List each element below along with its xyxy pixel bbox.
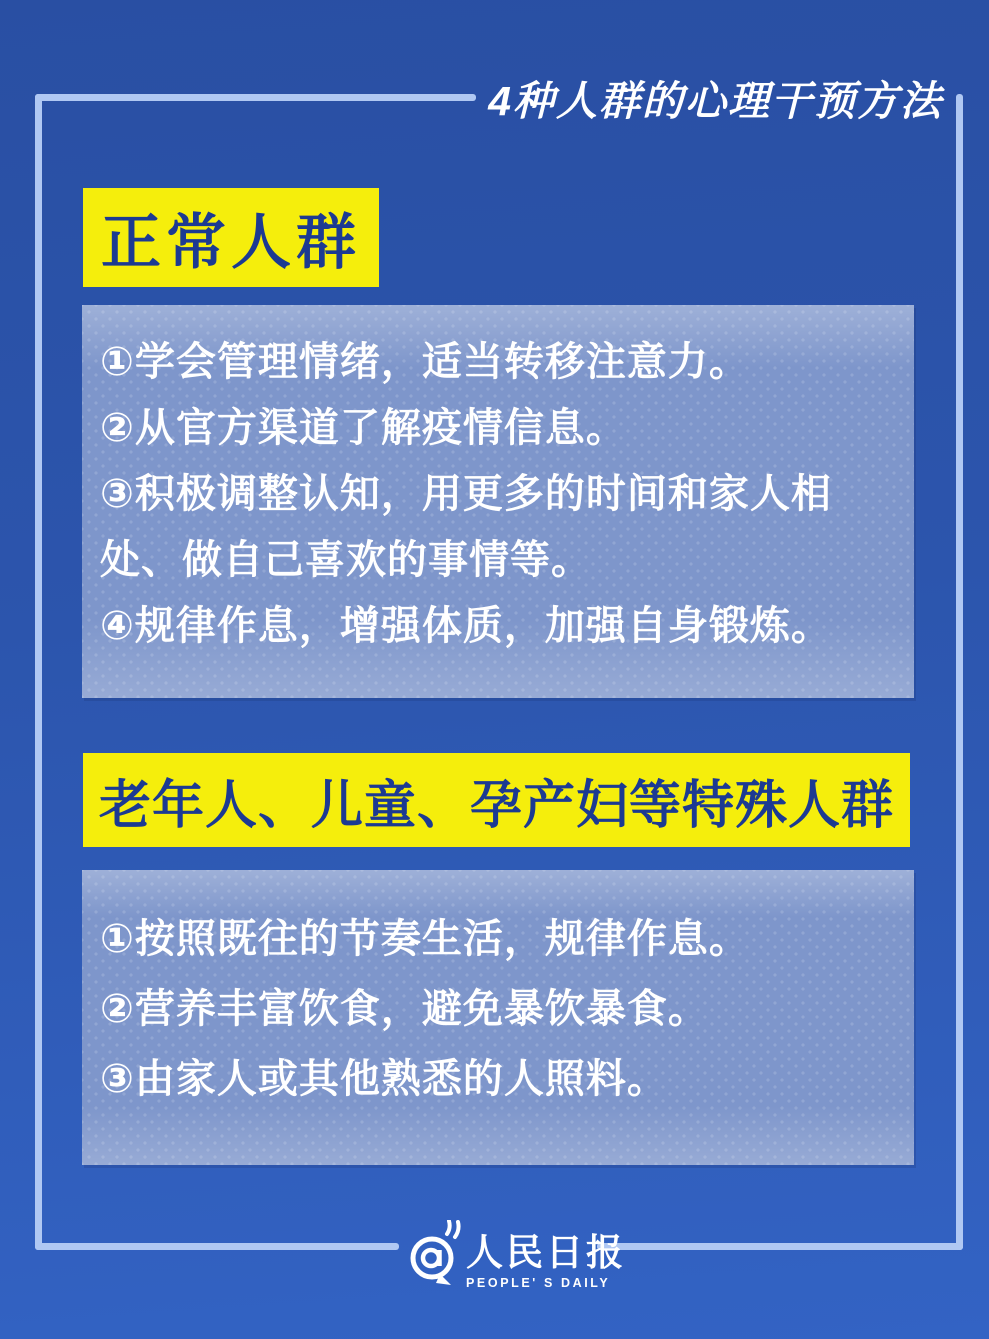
frame-top-border [35,94,476,101]
frame-right-border [956,94,963,1250]
logo-english-name: PEOPLE' S DAILY [466,1276,611,1290]
section-panel-special-groups [82,870,914,1165]
peoples-daily-logo [409,1216,626,1290]
list-item: ①按照既往的节奏生活，规律作息。 [100,917,750,961]
list-item: ④规律作息，增强体质，加强自身锻炼。 [100,604,832,648]
list-item: ②营养丰富饮食，避免暴饮暴食。 [100,987,709,1031]
section-badge-special-groups: 老年人、儿童、孕产妇等特殊人群 [83,753,910,847]
list-item: ①学会管理情绪，适当转移注意力。 [100,340,750,384]
list-item: ②从官方渠道了解疫情信息。 [100,406,627,450]
list-item: ③积极调整认知，用更多的时间和家人相处、做自己喜欢的事情等。 [100,472,832,582]
frame-bottom-border-left [35,1243,399,1250]
frame-left-border [35,94,42,1250]
at-megaphone-icon [409,1220,461,1286]
section-panel-normal-people [82,305,914,698]
logo-text-block [466,1234,626,1290]
frame-bottom-border-right [597,1243,963,1250]
section-badge-normal-people: 正常人群 [83,188,379,287]
list-item: ③由家人或其他熟悉的人照料。 [100,1057,668,1101]
page-title: 4种人群的心理干预方法 [488,78,943,124]
logo-chinese-name: 人民日报 [466,1232,626,1273]
